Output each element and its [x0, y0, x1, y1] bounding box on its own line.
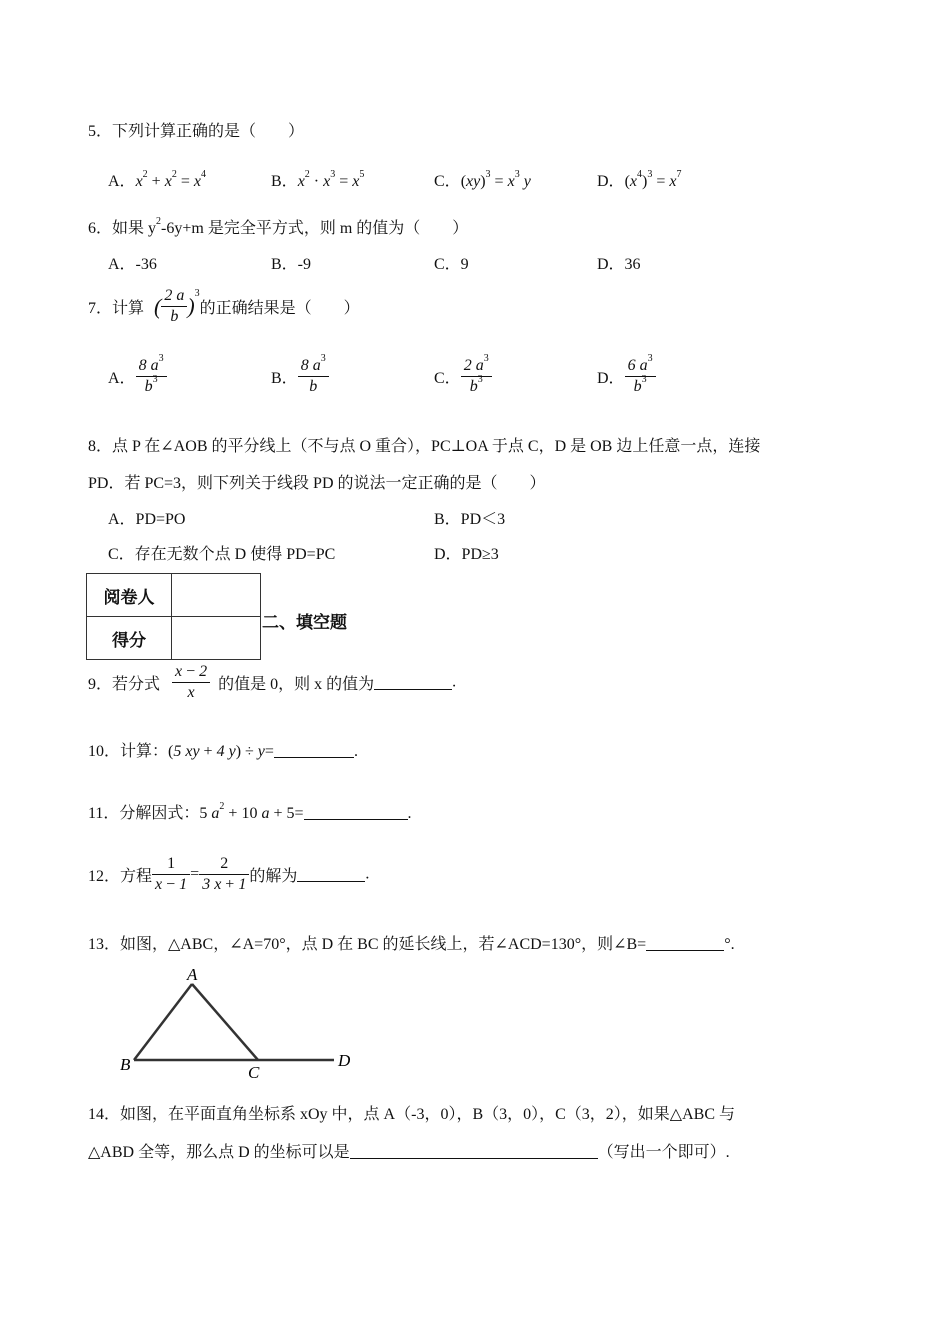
- q14-stem-line1: 14．如图，在平面直角坐标系 xOy 中，点 A（-3，0），B（3，0），C（3，2），如果△ABC 与: [88, 1106, 735, 1123]
- q8-stem-line2: PD．若 PC=3，则下列关于线段 PD 的说法一定正确的是（ ）: [88, 475, 546, 492]
- score-label: 得分: [87, 617, 172, 660]
- q6-option-d: D．36: [597, 256, 641, 273]
- q8-option-c: C．存在无数个点 D 使得 PD=PC: [108, 546, 336, 563]
- q5-option-d: D．$(x^4)^3 = x^7$: [597, 169, 682, 190]
- q6-stem: 6．如果 $y^2-6y+m$ 是完全平方式，则 m 的值为（ ）: [88, 216, 469, 237]
- q7-option-b: B． $\frac{8 a^3}{b}$: [271, 356, 329, 397]
- label-c: C: [248, 1063, 260, 1082]
- q9-stem: 9．若分式 $\frac{x - 2}{x}$ 的值是 0，则 x 的值为 .: [88, 663, 457, 701]
- q8-option-d: D．PD≥3: [434, 546, 499, 563]
- q11-stem: 11．分解因式：5 $a^2 + 10$ a + 5= .: [88, 801, 412, 822]
- label-b: B: [120, 1055, 131, 1074]
- score-box: [86, 573, 261, 660]
- q8-option-b: B．PD＜3: [434, 511, 506, 528]
- q5-option-b: B．$x^2 \cdot x^3 = x^5$: [271, 169, 365, 190]
- q6-option-c: C．9: [434, 256, 469, 273]
- q6-option-b: B．-9: [271, 256, 312, 273]
- q8-stem-line1: 8．点 P 在∠AOB 的平分线上（不与点 O 重合），PC⊥OA 于点 C，D 是 OB 边上任意一点，连接: [88, 438, 761, 455]
- q6-option-a: A．-36: [108, 256, 157, 273]
- reviewer-cell: [172, 574, 261, 617]
- section-title: 二、填空题: [262, 613, 347, 632]
- q13-stem: 13．如图，△ABC，∠A=70°，点 D 在 BC 的延长线上，若∠ACD=130°，则∠B= °.: [88, 936, 735, 953]
- q7-option-d: D． $\frac{6 a^3}{b^3}$: [597, 356, 656, 397]
- label-d: D: [338, 1051, 351, 1070]
- q10-stem: 10．计算：(5 xy + 4 y) ÷ y= .: [88, 743, 358, 760]
- q7-option-a: A． $\frac{8 a^3}{b^3}$: [108, 356, 167, 397]
- q5-stem: 5．下列计算正确的是（ ）: [88, 123, 305, 140]
- reviewer-label: 阅卷人: [87, 574, 172, 617]
- q12-stem: 12．方程 $\frac{1}{x - 1}$ = $\frac{2}{3 x + 1}$ 的解为 .: [88, 855, 370, 893]
- q7-stem: 7．计算 ( $\frac{2 a}{b}$ )$^3$的正确结果是（ ）: [88, 287, 360, 325]
- triangle-figure: [110, 962, 370, 1088]
- q5-option-a: A．$x^2 + x^2 = x^4$: [108, 169, 206, 190]
- side-ab: [134, 984, 192, 1060]
- label-a: A: [187, 965, 198, 984]
- q8-option-a: A．PD=PO: [108, 511, 186, 528]
- score-cell: [172, 617, 261, 660]
- q7-option-c: C． $\frac{2 a^3}{b^3}$: [434, 356, 492, 397]
- q5-option-c: C．$(xy)^3 = x^3$ y: [434, 169, 531, 190]
- side-ac: [192, 984, 258, 1060]
- q14-stem-line2: △ABD 全等，那么点 D 的坐标可以是 （写出一个即可）.: [88, 1144, 730, 1161]
